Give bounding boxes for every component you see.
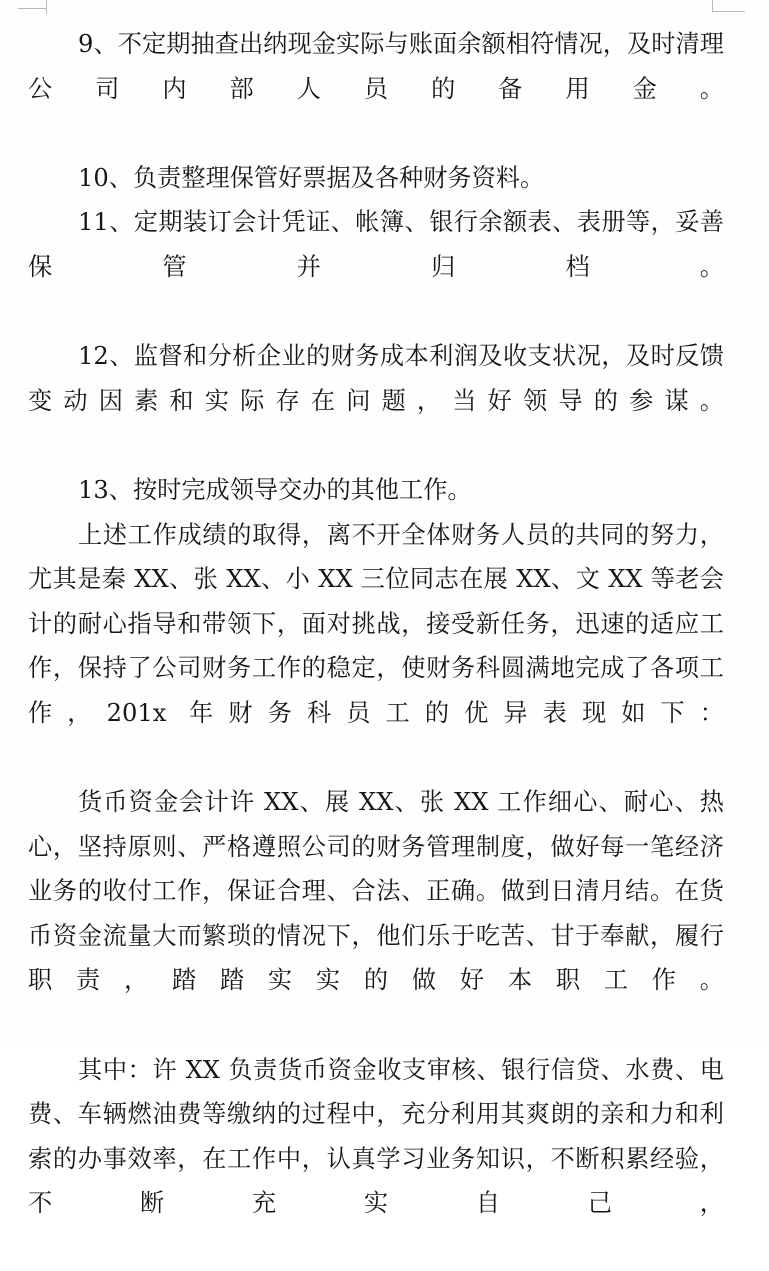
paragraph-summary-achievements: 上述工作成绩的取得，离不开全体财务人员的共同的努力，尤其是秦 XX、张 XX、小 XX 三位同志在展 XX、文 XX 等老会计的耐心指导和带领下，面对挑战，接受新任务，迅速的适应工作，保持了公司财务工作的稳定，使财务科圆满地完成了各项工作，201x 年财务科员工的优异表现如下： bbox=[28, 520, 724, 727]
document-body bbox=[28, 22, 724, 1271]
crop-mark-top-right-icon bbox=[712, 0, 746, 16]
paragraph-item-9: 9、不定期抽查出纳现金实际与账面余额相符情况，及时清理公司内部人员的备用金。 bbox=[28, 30, 724, 103]
crop-mark-vertical-rule bbox=[46, 0, 47, 14]
crop-mark-vertical-rule bbox=[712, 0, 713, 12]
paragraph-item-11: 11、定期装订会计凭证、帐簿、银行余额表、表册等，妥善保管并归档。 bbox=[28, 208, 724, 281]
crop-mark-top-left-icon bbox=[18, 0, 48, 16]
crop-mark-horizontal-rule bbox=[18, 8, 47, 9]
paragraph-item-12: 12、监督和分析企业的财务成本利润及收支状况，及时反馈变动因素和实际存在问题，当好领导的参谋。 bbox=[28, 342, 724, 415]
paragraph-monetary-fund-accountants: 货币资金会计许 XX、展 XX、张 XX 工作细心、耐心、热心，坚持原则、严格遵照公司的财务管理制度，做好每一笔经济业务的收付工作，保证合理、合法、正确。做到日清月结。在货币资金流量大而繁琐的情况下，他们乐于吃苦、甘于奉献，履行职责，踏踏实实的做好本职工作。 bbox=[28, 788, 724, 995]
paragraph-item-13: 13、按时完成领导交办的其他工作。 bbox=[78, 475, 472, 504]
paragraph-xu-xx-duties: 其中：许 XX 负责货币资金收支审核、银行信贷、水费、电费、车辆燃油费等缴纳的过程中，充分利用其爽朗的亲和力和利索的办事效率，在工作中，认真学习业务知识，不断积累经验，不断充实自己， bbox=[28, 1055, 724, 1218]
crop-mark-horizontal-rule bbox=[712, 11, 745, 12]
paragraph-item-10: 10、负责整理保管好票据及各种财务资料。 bbox=[78, 163, 545, 192]
